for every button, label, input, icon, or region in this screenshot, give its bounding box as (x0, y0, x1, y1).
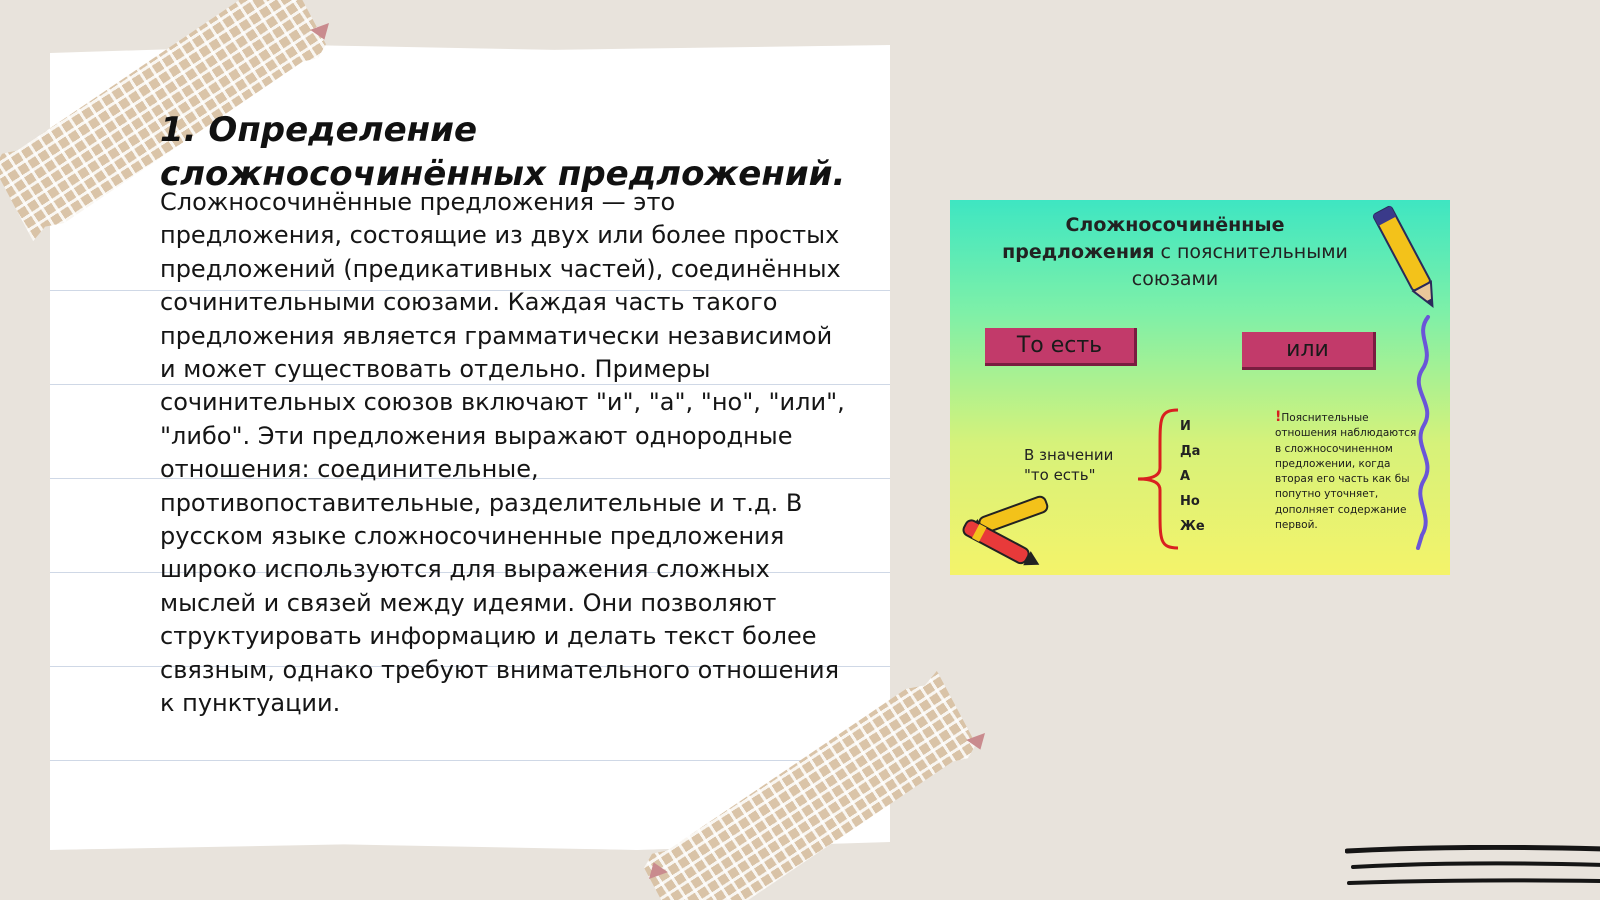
decorative-lines (1345, 845, 1600, 895)
illustration-title (990, 212, 1360, 293)
conjunction-item: Же (1180, 519, 1205, 534)
exclamation-mark: ! (1275, 409, 1282, 425)
paper-rule (50, 760, 890, 761)
conjunction-item: Да (1180, 444, 1201, 459)
brace-icon (1130, 408, 1180, 550)
illustration-title-rest: с пояснительными союзами (1131, 241, 1348, 290)
explanatory-note (1275, 410, 1420, 533)
slide-title: 1. Определение сложносочинённых предложений. (160, 110, 846, 194)
illustration (950, 200, 1450, 575)
illustration-title-bold: Сложносочинённые (1065, 214, 1285, 236)
illustration-title-bold: предложения (1002, 241, 1155, 263)
label-ili: или (1242, 332, 1376, 370)
slide-body-text: Сложносочинённые предложения — это предложения, состоящие из двух или более простых предложений (предикативных частей), соединённых сочинительными союзами. Каждая часть такого предложения является грамматически независимой и может существовать отдельно. Примеры сочинительных союзов включают "и", "а", "но", "или", "либо". Эти предложения выражают однородные отношения: соединительные, противопоставительные, разделительные и т.д. В русском языке сложносочиненные предложения широко используются для выражения сложных мыслей и связей между идеями. Они позволяют структуировать информацию и делать текст более связным, однако требуют внимательного отношения к пунктуации. (160, 188, 845, 718)
note-text: Пояснительные отношения наблюдаются в сложносочиненном предложении, когда вторая его часть как бы попутно уточняет, дополняет содержание первой. (1275, 412, 1417, 532)
conjunction-item: Но (1180, 494, 1200, 509)
conjunction-list (1180, 414, 1205, 539)
crayons-icon (950, 490, 1060, 570)
meaning-text: В значении "то есть" (1024, 446, 1114, 484)
conjunction-item: А (1180, 469, 1191, 484)
pencil-icon (1368, 200, 1448, 320)
squiggle-line-icon (1410, 315, 1440, 550)
label-to-est: То есть (985, 328, 1137, 366)
conjunction-item: И (1180, 419, 1191, 434)
